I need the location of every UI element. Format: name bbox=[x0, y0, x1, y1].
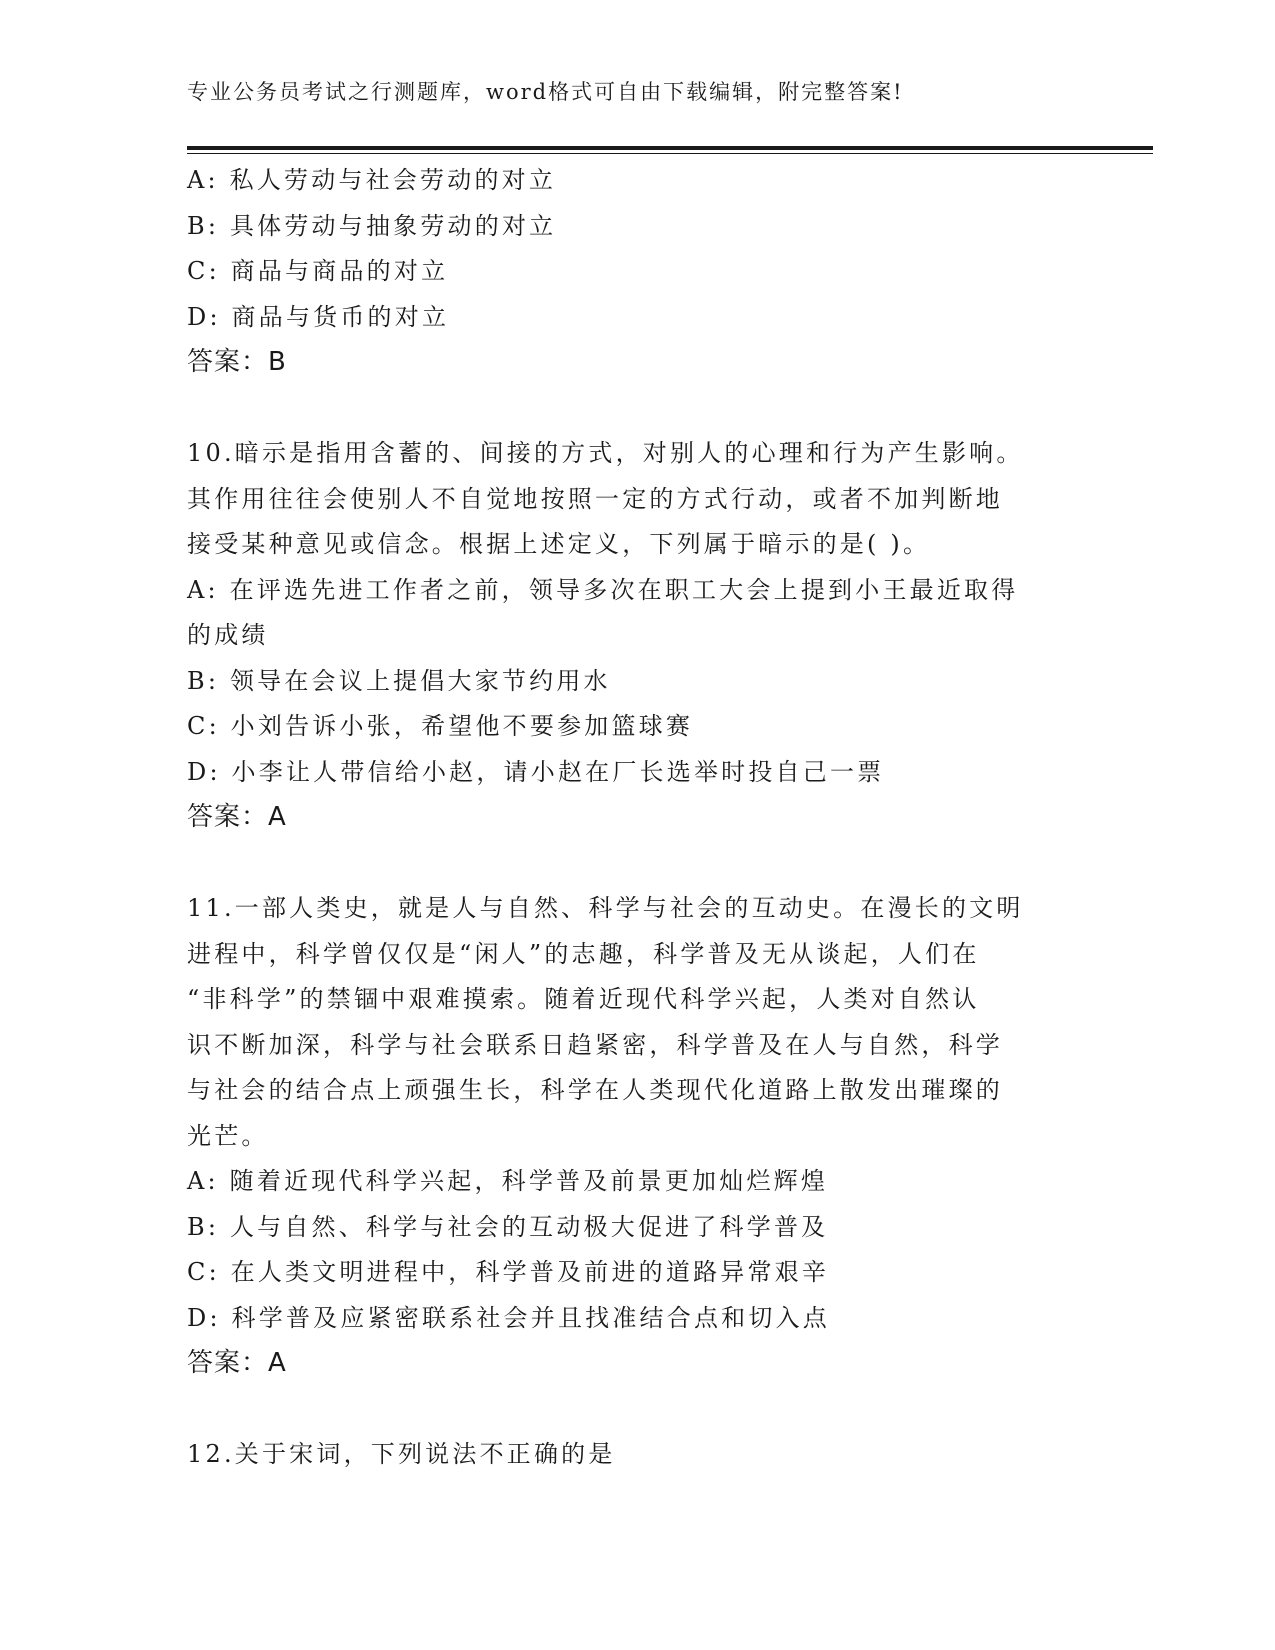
answer-label: 答案：A bbox=[187, 802, 287, 832]
option-c: C: 在人类文明进程中，科学普及前进的道路异常艰辛 bbox=[187, 1258, 830, 1286]
question-stem-line: “非科学”的禁锢中艰难摸索。随着近现代科学兴起，人类对自然认 bbox=[187, 985, 980, 1013]
option-d: D: 科学普及应紧密联系社会并且找准结合点和切入点 bbox=[187, 1303, 830, 1332]
question-12 bbox=[187, 1432, 1087, 1478]
question-stem-line: 与社会的结合点上顽强生长，科学在人类现代化道路上散发出璀璨的 bbox=[187, 1076, 1003, 1104]
question-content bbox=[187, 158, 1087, 1478]
spacer bbox=[187, 1387, 1087, 1433]
question-11 bbox=[187, 886, 1087, 1387]
spacer bbox=[187, 386, 1087, 432]
option-b: B: 人与自然、科学与社会的互动极大促进了科学普及 bbox=[187, 1212, 829, 1241]
option-d: D: 商品与货币的对立 bbox=[187, 302, 450, 331]
question-stem-line: 12.关于宋词，下列说法不正确的是 bbox=[187, 1440, 616, 1468]
header-rule-thin bbox=[187, 153, 1153, 154]
question-stem-line: 其作用往往会使别人不自觉地按照一定的方式行动，或者不加判断地 bbox=[187, 484, 1003, 513]
option-c: C: 小刘告诉小张，希望他不要参加篮球赛 bbox=[187, 712, 694, 740]
question-stem-line: 光芒。 bbox=[187, 1121, 269, 1150]
option-a: A: 在评选先进工作者之前，领导多次在职工大会上提到小王最近取得 bbox=[187, 575, 1019, 604]
question-10 bbox=[187, 431, 1087, 841]
question-stem-line: 接受某种意见或信念。根据上述定义，下列属于暗示的是( )。 bbox=[187, 530, 931, 558]
option-d: D: 小李让人带信给小赵，请小赵在厂长选举时投自己一票 bbox=[187, 757, 885, 786]
option-c: C: 商品与商品的对立 bbox=[187, 257, 449, 285]
question-stem-line: 识不断加深，科学与社会联系日趋紧密，科学普及在人与自然，科学 bbox=[187, 1030, 1003, 1059]
answer-label: 答案：B bbox=[187, 347, 287, 377]
page-header: 专业公务员考试之行测题库，word格式可自由下载编辑，附完整答案! bbox=[187, 80, 904, 104]
question-stem-line: 进程中，科学曾仅仅是“闲人”的志趣，科学普及无从谈起，人们在 bbox=[187, 939, 980, 968]
answer-label: 答案：A bbox=[187, 1348, 287, 1378]
option-a-continued: 的成绩 bbox=[187, 621, 269, 649]
question-stem-line: 10.暗示是指用含蓄的、间接的方式，对别人的心理和行为产生影响。 bbox=[187, 439, 1024, 467]
question-stem-line: 11.一部人类史，就是人与自然、科学与社会的互动史。在漫长的文明 bbox=[187, 894, 1024, 922]
option-b: B: 具体劳动与抽象劳动的对立 bbox=[187, 211, 557, 240]
option-b: B: 领导在会议上提倡大家节约用水 bbox=[187, 666, 611, 695]
spacer bbox=[187, 841, 1087, 887]
question-9 bbox=[187, 158, 1087, 386]
header-rule-thick bbox=[187, 146, 1153, 150]
option-a: A: 私人劳动与社会劳动的对立 bbox=[187, 166, 557, 194]
option-a: A: 随着近现代科学兴起，科学普及前景更加灿烂辉煌 bbox=[187, 1167, 829, 1195]
